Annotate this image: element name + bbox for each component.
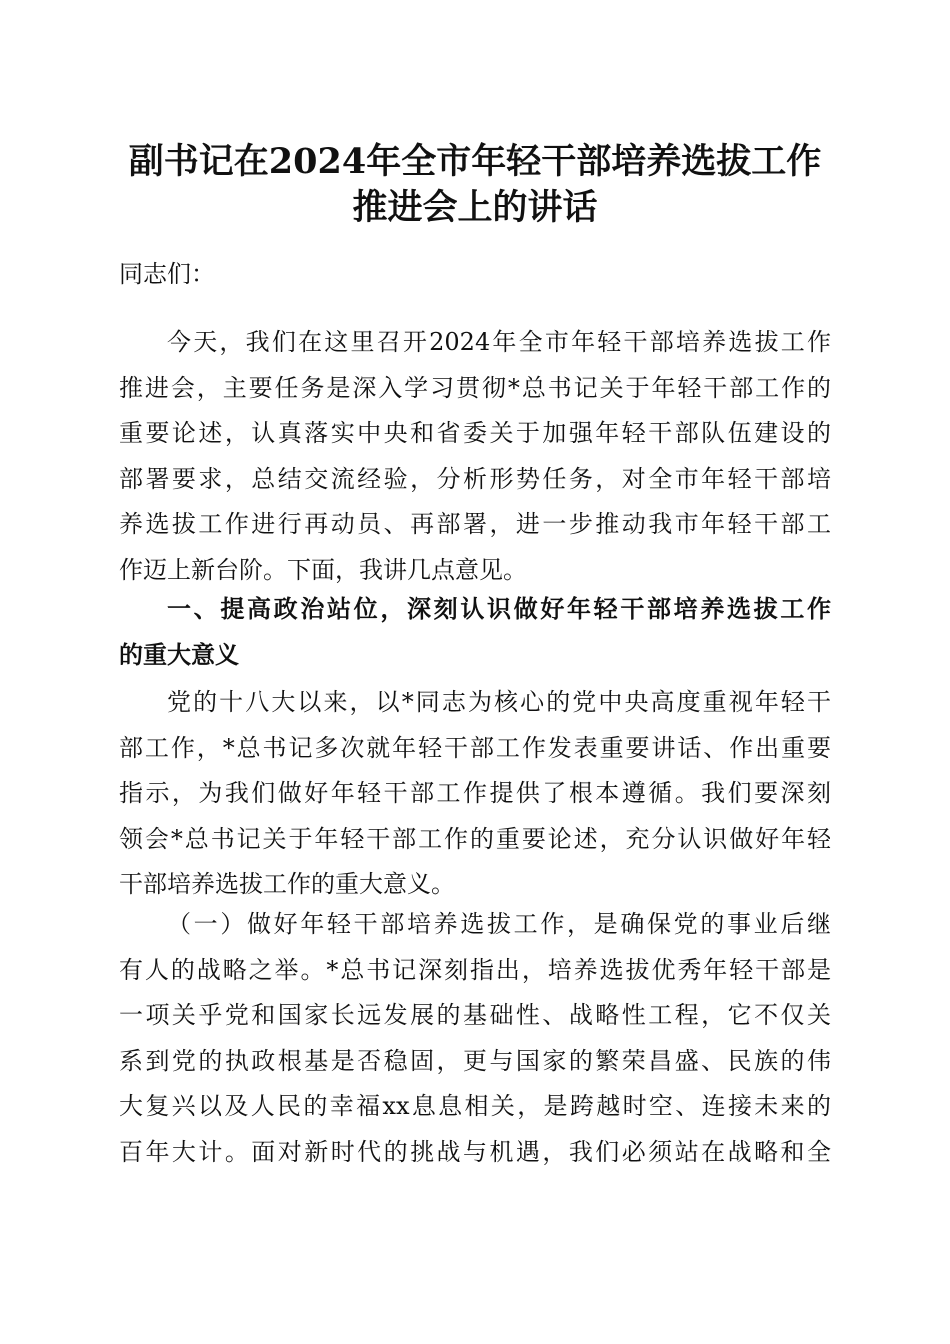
paragraph-3-line: 大复兴以及人民的幸福xx息息相关，是跨越时空、连接未来的 bbox=[119, 1092, 831, 1120]
paragraph-2-line: 干部培养选拔工作的重大意义。 bbox=[119, 870, 455, 898]
paragraph-2-line: 指示，为我们做好年轻干部工作提供了根本遵循。我们要深刻 bbox=[119, 779, 831, 807]
paragraph-3-line: 百年大计。面对新时代的挑战与机遇，我们必须站在战略和全 bbox=[119, 1137, 831, 1166]
paragraph-1-line: 部署要求，总结交流经验，分析形势任务，对全市年轻干部培 bbox=[119, 464, 831, 493]
paragraph-1-line: 养选拔工作进行再动员、再部署，进一步推动我市年轻干部工 bbox=[119, 510, 831, 538]
paragraph-3-line: 一项关乎党和国家长远发展的基础性、战略性工程，它不仅关 bbox=[119, 1001, 831, 1029]
paragraph-1-line: 作迈上新台阶。下面，我讲几点意见。 bbox=[119, 555, 527, 584]
section-heading-1 bbox=[119, 587, 831, 678]
document-title-line-2: 推进会上的讲话 bbox=[352, 187, 598, 228]
paragraph-1-line: 推进会，主要任务是深入学习贯彻*总书记关于年轻干部工作的 bbox=[119, 373, 831, 402]
paragraph-2-line: 部工作，*总书记多次就年轻干部工作发表重要讲话、作出重要 bbox=[119, 733, 831, 762]
section-heading-1-line: 一、提高政治站位，深刻认识做好年轻干部培养选拔工作 bbox=[167, 595, 831, 623]
paragraph-1-line: 重要论述，认真落实中央和省委关于加强年轻干部队伍建设的 bbox=[119, 419, 831, 447]
section-heading-1-line: 的重大意义 bbox=[119, 640, 239, 669]
paragraph-2 bbox=[119, 680, 831, 908]
paragraph-1 bbox=[119, 320, 831, 593]
paragraph-3-line: （一）做好年轻干部培养选拔工作，是确保党的事业后继 bbox=[167, 910, 831, 938]
paragraph-3 bbox=[119, 902, 831, 1175]
paragraph-1-line: 今天，我们在这里召开2024年全市年轻干部培养选拔工作 bbox=[167, 328, 831, 356]
paragraph-3-line: 系到党的执政根基是否稳固，更与国家的繁荣昌盛、民族的伟 bbox=[119, 1046, 831, 1075]
paragraph-2-line: 领会*总书记关于年轻干部工作的重要论述，充分认识做好年轻 bbox=[119, 824, 831, 853]
paragraph-2-line: 党的十八大以来，以*同志为核心的党中央高度重视年轻干 bbox=[167, 688, 831, 716]
salutation: 同志们： bbox=[119, 260, 215, 288]
document-title-line-1: 副书记在2024年全市年轻干部培养选拔工作 bbox=[128, 141, 822, 182]
paragraph-3-line: 有人的战略之举。*总书记深刻指出，培养选拔优秀年轻干部是 bbox=[119, 955, 831, 984]
